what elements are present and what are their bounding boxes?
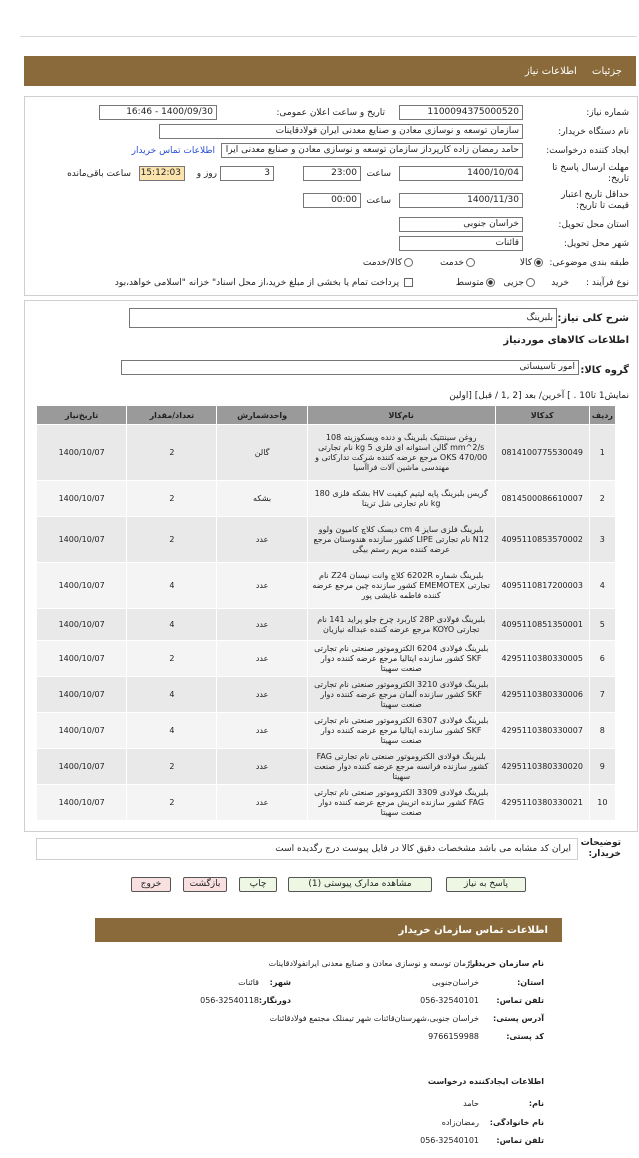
contact-title: اطلاعات تماس سازمان خریدار xyxy=(398,925,548,936)
phone-value: 056-32540101 xyxy=(420,996,479,1005)
item-unit: عدد xyxy=(217,749,307,785)
table-row[interactable] xyxy=(37,713,616,749)
item-unit: عدد xyxy=(217,563,307,609)
goods-info-title: اطلاعات کالاهای موردنیاز xyxy=(503,335,629,346)
notes-text: ایران کد مشابه می باشد مشخصات دقیق کالا در فایل پیوست درج رگدیده است xyxy=(275,844,571,854)
column-header: کدکالا xyxy=(495,406,589,425)
process-buy-label: خرید xyxy=(551,278,569,288)
need-date: 1400/10/07 xyxy=(37,677,127,713)
item-unit: بشکه xyxy=(217,481,307,517)
notes-field xyxy=(36,838,578,860)
category-both-label: کالا/خدمت xyxy=(362,258,402,268)
category-goods-label: کالا xyxy=(519,258,532,268)
city-field: قائنات xyxy=(399,236,523,251)
item-code: 4295110380330020 xyxy=(495,749,589,785)
column-header: تاریخ‌نیاز xyxy=(37,406,127,425)
remain-label: ساعت باقی‌مانده xyxy=(67,169,131,179)
item-name: بلبرینگ فولادی الکتروموتور صنعتی نام تجارتی FAG کشور سازنده فرانسه مرجع عرضه کننده دوار صنعت سهیتا xyxy=(307,749,495,785)
province-label: استان محل تحویل: xyxy=(558,220,629,230)
validity-date: 1400/11/30 xyxy=(399,193,523,208)
validity-time-label: ساعت xyxy=(366,196,391,206)
item-quantity: 2 xyxy=(127,481,217,517)
item-code: 4095110853570002 xyxy=(495,517,589,563)
item-code: 4095110817200003 xyxy=(495,563,589,609)
table-row[interactable] xyxy=(37,749,616,785)
item-unit: عدد xyxy=(217,641,307,677)
announce-field: 1400/09/30 - 16:46 xyxy=(99,105,217,120)
item-code: 0814500086610007 xyxy=(495,481,589,517)
table-header xyxy=(37,406,616,425)
row-number: 6 xyxy=(589,641,615,677)
creator-phone-label: تلفن تماس: xyxy=(496,1136,544,1145)
notes-label: توضیحات خریدار: xyxy=(580,838,621,859)
buyer-field: سازمان توسعه و نوسازی معادن و صنایع معدنی ایران فولادقاینات xyxy=(159,124,523,139)
row-number: 3 xyxy=(589,517,615,563)
deadline-time: 23:00 xyxy=(303,166,361,181)
need-no-field: 1100094375000520 xyxy=(399,105,523,120)
payment-note[interactable] xyxy=(115,278,415,288)
item-name: بلبرینگ فولادی 28P کاربرد چرخ جلو پراید 141 نام تجارتی KOYO مرجع عرضه کننده عبداله نیازیان xyxy=(307,609,495,641)
item-unit: عدد xyxy=(217,677,307,713)
category-label: طبقه بندی موضوعی: xyxy=(549,258,629,268)
table-row[interactable] xyxy=(37,563,616,609)
row-number: 5 xyxy=(589,609,615,641)
item-name: بلبرینگ فلزی سایز 4 cm دیسک کلاچ کامیون ولوو N12 نام تجارتی LIPE کشور سازنده هندوستان مرجع عرضه کننده مریم رستم بیگی xyxy=(307,517,495,563)
row-number: 7 xyxy=(589,677,615,713)
radio-checked-icon xyxy=(534,258,543,267)
need-info-panel xyxy=(24,96,638,296)
deadline-label: مهلت ارسال پاسخ تا تاریخ: xyxy=(552,163,629,184)
column-header: واحدشمارش xyxy=(217,406,307,425)
creator-section-title: اطلاعات ایجادکننده درخواست xyxy=(427,1077,544,1086)
prov-label: استان: xyxy=(517,978,544,987)
org-value: سازمان توسعه و نوسازی معادن و صنایع معدنی ایرانفولادقاینات xyxy=(268,959,479,968)
row-number: 8 xyxy=(589,713,615,749)
contact-city-value: قائنات xyxy=(238,978,259,987)
process-small[interactable] xyxy=(503,278,537,288)
validity-time: 00:00 xyxy=(303,193,361,208)
validity-label: حداقل تاریخ اعتبار قیمت تا تاریخ: xyxy=(561,190,629,211)
fax-value: 056-32540118 xyxy=(200,996,259,1005)
category-service[interactable] xyxy=(440,258,477,268)
process-mid-label: متوسط xyxy=(455,278,484,288)
item-name: بلبرینگ شماره 6202R کلاچ وانت نیسان Z24 نام تجارتی EMEMOTEX کشور سازنده چین مرجع عرضه کننده فاطمه غایشی پور xyxy=(307,563,495,609)
table-row[interactable] xyxy=(37,481,616,517)
item-code: 0814100775530049 xyxy=(495,425,589,481)
remain-time: 15:12:03 xyxy=(139,166,185,181)
row-number: 10 xyxy=(589,785,615,821)
item-unit: عدد xyxy=(217,713,307,749)
view-attachments-button[interactable]: مشاهده مدارک پیوستی (1) xyxy=(288,877,432,892)
need-date: 1400/10/07 xyxy=(37,609,127,641)
page-header xyxy=(24,56,636,86)
pagination[interactable]: نمایش1 تا10 . ] آخرین/ بعد [2 ,1 / قبل] [اولین xyxy=(449,391,629,401)
need-date: 1400/10/07 xyxy=(37,713,127,749)
table-row[interactable] xyxy=(37,517,616,563)
item-quantity: 4 xyxy=(127,563,217,609)
city-label: شهر محل تحویل: xyxy=(563,239,629,249)
creator-label: ایجاد کننده درخواست: xyxy=(546,146,629,156)
need-date: 1400/10/07 xyxy=(37,785,127,821)
need-no-label: شماره نیاز: xyxy=(586,108,629,118)
need-date: 1400/10/07 xyxy=(37,517,127,563)
reply-button[interactable]: پاسخ به نیاز xyxy=(446,877,526,892)
group-field: امور تاسیساتی xyxy=(121,360,579,375)
summary-field: بلبرینگ xyxy=(129,308,557,328)
need-date: 1400/10/07 xyxy=(37,749,127,785)
category-service-label: خدمت xyxy=(440,258,464,268)
item-code: 4295110380330006 xyxy=(495,677,589,713)
contact-city-label: شهر: xyxy=(269,978,291,987)
deadline-date: 1400/10/04 xyxy=(399,166,523,181)
days-field: 3 xyxy=(220,166,274,181)
tab-details[interactable]: جزئیات xyxy=(592,66,622,77)
item-name: گریس بلبرینگ پایه لیتیم کیفیت HV بشکه فلزی 180 kg نام تجارتی شل تریتا xyxy=(307,481,495,517)
column-header: نام‌کالا xyxy=(307,406,495,425)
item-code: 4295110380330005 xyxy=(495,641,589,677)
postal-value: 9766159988 xyxy=(428,1032,479,1041)
category-both[interactable] xyxy=(363,258,415,268)
item-quantity: 4 xyxy=(127,677,217,713)
radio-checked-icon xyxy=(486,278,495,287)
table-row[interactable] xyxy=(37,677,616,713)
need-date: 1400/10/07 xyxy=(37,425,127,481)
radio-icon xyxy=(526,278,535,287)
contact-header xyxy=(95,918,562,942)
family-value: رمضان‌زاده xyxy=(441,1118,479,1127)
item-unit: عدد xyxy=(217,785,307,821)
table-row[interactable] xyxy=(37,785,616,821)
need-date: 1400/10/07 xyxy=(37,481,127,517)
column-header: ردیف xyxy=(589,406,615,425)
item-code: 4295110380330021 xyxy=(495,785,589,821)
item-quantity: 2 xyxy=(127,517,217,563)
item-name: بلبرینگ فولادی 6307 الکتروموتور صنعتی نام تجارتی SKF کشور سازنده ایتالیا مرجع عرضه کننده دوار صنعت سهیتا xyxy=(307,713,495,749)
tab-need-info[interactable]: اطلاعات نیاز xyxy=(524,66,577,77)
item-code: 4295110380330007 xyxy=(495,713,589,749)
item-quantity: 2 xyxy=(127,641,217,677)
buyer-contact-link[interactable]: اطلاعات تماس خریدار xyxy=(131,146,215,156)
address-label: آدرس پستی: xyxy=(493,1014,544,1023)
row-number: 9 xyxy=(589,749,615,785)
address-value: خراسان جنوبی،شهرستان‌قائنات شهر تیمنلک مجتمع فولادقائنات xyxy=(269,1014,479,1023)
item-unit: عدد xyxy=(217,517,307,563)
payment-note-text: پرداخت تمام یا بخشی از مبلغ خرید،از محل اسناد" خزانه "اسلامی خواهد،بود xyxy=(114,278,400,288)
radio-icon xyxy=(466,258,475,267)
postal-label: کد پستی: xyxy=(506,1032,544,1041)
row-number: 1 xyxy=(589,425,615,481)
item-name: بلبرینگ فولادی 3210 الکتروموتور صنعتی نام تجارتی SKF کشور سازنده آلمان مرجع عرضه کننده دوار صنعت سهیتا xyxy=(307,677,495,713)
item-quantity: 4 xyxy=(127,609,217,641)
process-mid[interactable] xyxy=(456,278,497,288)
table-row[interactable] xyxy=(37,641,616,677)
print-button[interactable]: چاپ xyxy=(239,877,277,892)
item-unit: عدد xyxy=(217,609,307,641)
back-button[interactable]: بازگشت xyxy=(183,877,227,892)
days-label: روز و xyxy=(196,169,217,179)
name-value: حامد xyxy=(463,1099,479,1108)
item-name: بلبرینگ فولادی 3309 الکتروموتور صنعتی نام تجارتی FAG کشور سازنده اتریش مرجع عرضه کننده دوار صنعت سهیتا xyxy=(307,785,495,821)
top-divider xyxy=(20,36,637,37)
summary-label: شرح کلی نیاز: xyxy=(557,313,629,324)
item-quantity: 4 xyxy=(127,713,217,749)
need-date: 1400/10/07 xyxy=(37,563,127,609)
process-label: نوع فرآیند : xyxy=(586,278,629,288)
group-label: گروه کالا: xyxy=(580,365,629,376)
item-unit: گالن xyxy=(217,425,307,481)
table-body xyxy=(37,425,616,821)
table-row[interactable] xyxy=(37,609,616,641)
item-name: بلبرینگ فولادی 6204 الکتروموتور صنعتی نام تجارتی SKF کشور سازنده ایتالیا مرجع عرضه کننده دوار صنعت سهیتا xyxy=(307,641,495,677)
table-row[interactable] xyxy=(37,425,616,481)
item-quantity: 2 xyxy=(127,785,217,821)
process-buy xyxy=(551,278,569,288)
phone-label: تلفن تماس: xyxy=(496,996,544,1005)
org-label: نام سازمان خریدار: xyxy=(467,959,544,968)
column-header: تعداد/مقدار xyxy=(127,406,217,425)
item-quantity: 2 xyxy=(127,749,217,785)
buyer-label: نام دستگاه خریدار: xyxy=(558,127,629,137)
announce-label: تاریخ و ساعت اعلان عمومی: xyxy=(276,108,385,118)
row-number: 2 xyxy=(589,481,615,517)
item-quantity: 2 xyxy=(127,425,217,481)
need-date: 1400/10/07 xyxy=(37,641,127,677)
radio-icon xyxy=(404,258,413,267)
row-number: 4 xyxy=(589,563,615,609)
name-label: نام: xyxy=(528,1099,544,1108)
creator-field: حامد رمضان زاده کارپرداز سازمان توسعه و نوسازی معادن و صنایع معدنی ایرا xyxy=(221,143,523,158)
item-name: روغن سینتتیک بلبرینگ و دنده ویسکوزیته 108 mm^2/s گالن استوانه ای فلزی 5 kg نام تجارتی OKS 470/00 مرجع عرضه کننده شرکت تدارکاتی و مهندسی ماشین آلات فراآسیا xyxy=(307,425,495,481)
process-small-label: جزیی xyxy=(503,278,524,288)
province-field: خراسان جنوبی xyxy=(399,217,523,232)
fax-label: دورنگار: xyxy=(258,996,291,1005)
family-label: نام خانوادگی: xyxy=(489,1118,544,1127)
creator-phone-value: 056-32540101 xyxy=(420,1136,479,1145)
deadline-time-label: ساعت xyxy=(366,169,391,179)
prov-value: خراسان‌جنوبی xyxy=(432,978,479,987)
category-goods[interactable] xyxy=(520,258,545,268)
checkbox-icon xyxy=(404,278,413,287)
item-code: 4095110851350001 xyxy=(495,609,589,641)
exit-button[interactable]: خروج xyxy=(131,877,171,892)
goods-table xyxy=(36,405,616,821)
